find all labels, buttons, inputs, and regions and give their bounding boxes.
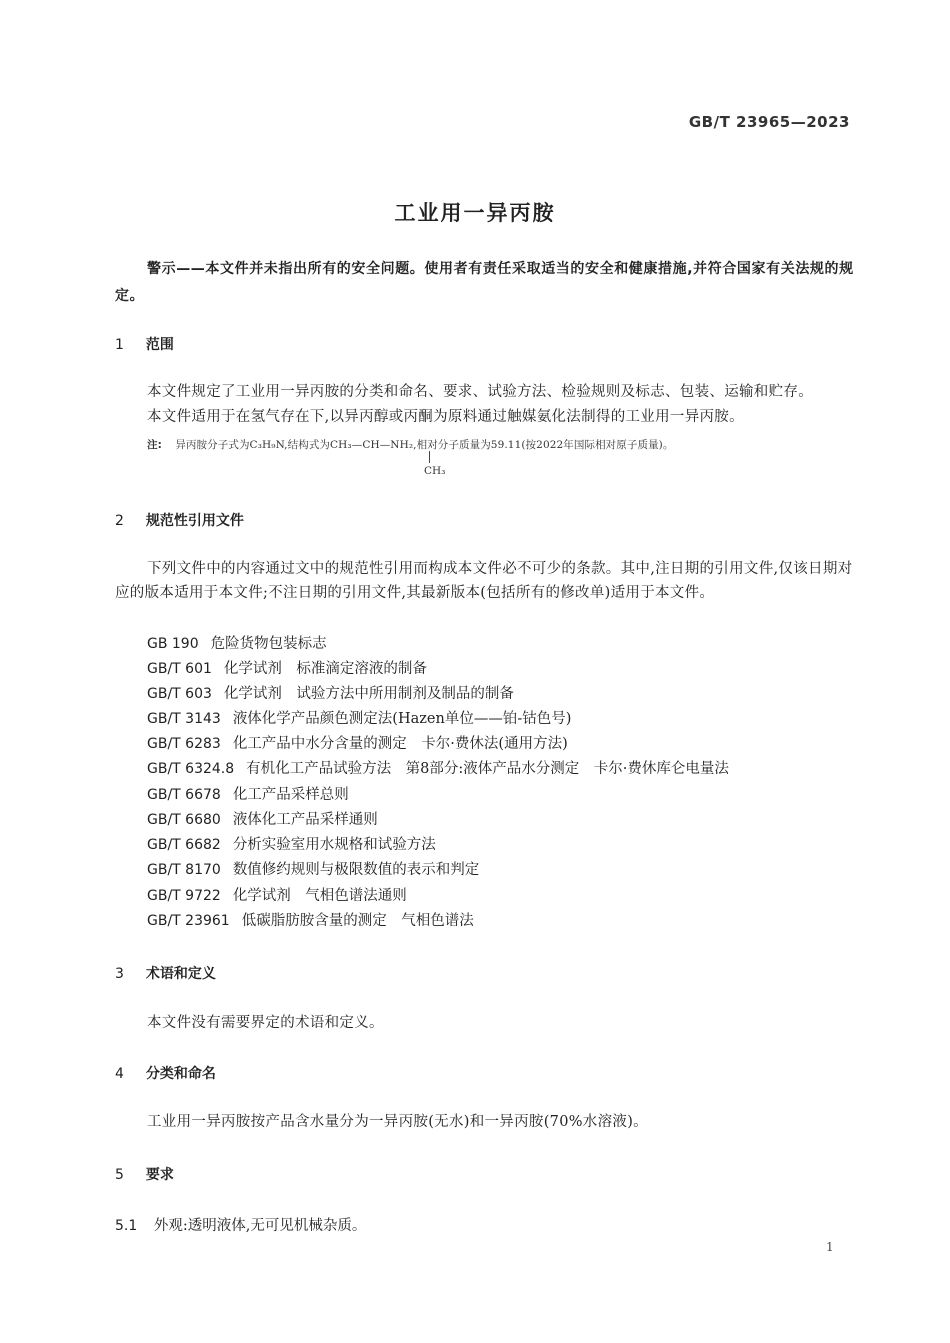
page-number: 1	[826, 1240, 834, 1254]
reference-title: 液体化工产品采样通则	[232, 812, 378, 828]
section-5-heading	[115, 1164, 174, 1184]
subclause-number: 5.1	[115, 1218, 138, 1234]
section-number: 1	[115, 337, 124, 353]
reference-code: GB/T 601	[147, 661, 212, 677]
document-title: 工业用一异丙胺	[394, 201, 556, 225]
section-title: 术语和定义	[145, 966, 216, 982]
reference-code: GB/T 23961	[147, 913, 230, 929]
paragraph: 本文件适用于在氢气存在下,以异丙醇或丙酮为原料通过触媒氨化法制得的工业用一异丙胺。	[147, 409, 744, 425]
reference-item	[147, 657, 427, 678]
reference-code: GB 190	[147, 636, 199, 652]
reference-code: GB/T 6680	[147, 812, 221, 828]
reference-item	[147, 858, 479, 879]
reference-code: GB/T 8170	[147, 862, 221, 878]
reference-code: GB/T 6682	[147, 837, 221, 853]
reference-title: 化学试剂 气相色谱法通则	[232, 888, 407, 904]
subclause-5-1	[115, 1214, 366, 1235]
reference-code: GB/T 603	[147, 686, 212, 702]
reference-code: GB/T 3143	[147, 711, 221, 727]
note	[147, 437, 673, 452]
section-number: 4	[115, 1066, 124, 1082]
reference-item	[147, 632, 327, 653]
section-title: 要求	[145, 1167, 174, 1183]
reference-code: GB/T 6283	[147, 736, 221, 752]
section-1-heading	[115, 334, 174, 354]
section-3-heading	[115, 963, 216, 983]
formula-branch-group: CH₃	[424, 465, 446, 477]
reference-item	[147, 884, 407, 905]
paragraph: 本文件没有需要界定的术语和定义。	[147, 1015, 384, 1031]
reference-title: 化学试剂 试验方法中所用制剂及制品的制备	[223, 686, 514, 702]
reference-item	[147, 757, 729, 778]
section-title: 规范性引用文件	[145, 513, 244, 529]
reference-code: GB/T 6324.8	[147, 761, 235, 777]
reference-title: 化工产品中水分含量的测定 卡尔·费休法(通用方法)	[232, 736, 568, 752]
subclause-text: 外观:透明液体,无可见机械杂质。	[153, 1218, 367, 1234]
standard-number: GB/T 23965—2023	[688, 113, 850, 131]
section-title: 分类和命名	[145, 1066, 216, 1082]
paragraph: 工业用一异丙胺按产品含水量分为一异丙胺(无水)和一异丙胺(70%水溶液)。	[147, 1114, 648, 1130]
safety-warning: 警示——本文件并未指出所有的安全问题。使用者有责任采取适当的安全和健康措施,并符合国家有关法规的规定。	[115, 261, 854, 304]
reference-title: 低碳脂肪胺含量的测定 气相色谱法	[241, 913, 474, 929]
reference-item	[147, 833, 436, 854]
reference-item	[147, 783, 349, 804]
reference-title: 液体化学产品颜色测定法(Hazen单位——铂-钴色号)	[232, 711, 572, 727]
note-label: 注:	[147, 439, 162, 451]
reference-item	[147, 808, 378, 829]
reference-item	[147, 732, 568, 753]
reference-title: 有机化工产品试验方法 第8部分:液体产品水分测定 卡尔·费休库仑电量法	[246, 761, 729, 777]
section-2-heading	[115, 510, 244, 530]
paragraph: 下列文件中的内容通过文中的规范性引用而构成本文件必不可少的条款。其中,注日期的引用文件,仅该日期对应的版本适用于本文件;不注日期的引用文件,其最新版本(包括所有的修改单)适用于本文件。	[115, 561, 853, 601]
section-number: 5	[115, 1167, 124, 1183]
reference-code: GB/T 9722	[147, 888, 221, 904]
reference-item	[147, 909, 474, 930]
reference-title: 化工产品采样总则	[232, 787, 349, 803]
note-text: 异丙胺分子式为C₃H₉N,结构式为CH₃—CH—NH₂,相对分子质量为59.11(按2022年国际相对原子质量)。	[175, 439, 674, 451]
section-title: 范围	[145, 337, 174, 353]
reference-title: 分析实验室用水规格和试验方法	[232, 837, 436, 853]
paragraph: 本文件规定了工业用一异丙胺的分类和命名、要求、试验方法、检验规则及标志、包装、运输和贮存。	[147, 384, 813, 400]
reference-title: 危险货物包装标志	[210, 636, 327, 652]
reference-title: 化学试剂 标准滴定溶液的制备	[223, 661, 427, 677]
reference-code: GB/T 6678	[147, 787, 221, 803]
section-4-heading	[115, 1063, 216, 1083]
section-number: 2	[115, 513, 124, 529]
reference-title: 数值修约规则与极限数值的表示和判定	[232, 862, 480, 878]
reference-item	[147, 682, 514, 703]
section-number: 3	[115, 966, 124, 982]
reference-item	[147, 707, 571, 728]
formula-bond-line	[429, 451, 430, 463]
